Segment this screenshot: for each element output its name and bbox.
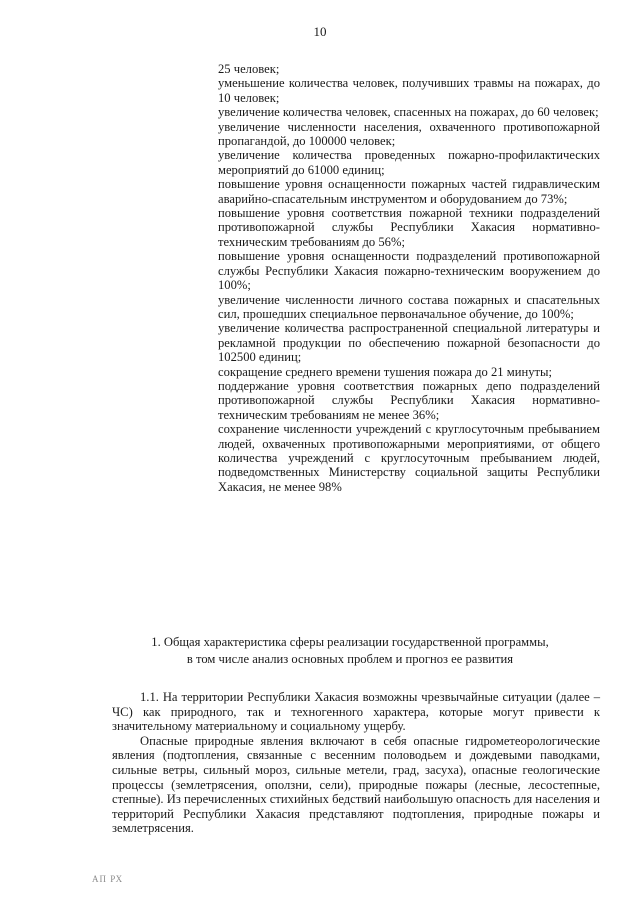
body-paragraph: Опасные природные явления включают в себя опасные гидрометеорологические явления (подтопления, связанные с весенним половодьем и дождевыми паводками, сильные ветры, сильный мороз, сильные метели, град, засуха), опасные геологические процессы (землетрясения, оползни, сели), природные пожары (лесные, лесостепные, степные). Из перечисленных стихийных бедствий наибольшую опасность для населения и территорий Республики Хакасия представляют подтопления, природные пожары и землетрясения. <box>112 733 600 836</box>
list-item: 25 человек; <box>218 62 280 76</box>
list-item: уменьшение количества человек, получивших травмы на пожарах, до 10 человек; <box>218 76 600 105</box>
list-item: увеличение количества человек, спасенных на пожарах, до 60 человек; <box>218 105 599 120</box>
section-heading <box>100 634 600 668</box>
target-indicators-list <box>218 62 600 494</box>
list-item: увеличение количества проведенных пожарно-профилактических мероприятий до 61000 единиц; <box>218 148 600 177</box>
page-number: 10 <box>313 24 327 39</box>
list-item: увеличение численности населения, охваченного противопожарной пропагандой, до 100000 человек; <box>218 119 600 149</box>
body-paragraph: 1.1. На территории Республики Хакасия возможны чрезвычайные ситуации (далее – ЧС) как природного, так и техногенного характера, которые могут привести к значительному материальному и социальному ущербу. <box>112 690 600 734</box>
list-item: повышение уровня оснащенности подразделений противопожарной службы Республики Хакасия пожарно-техническим вооружением до 100%; <box>218 249 600 293</box>
list-item: повышение уровня оснащенности пожарных частей гидравлическим аварийно-спасательным инструментом и оборудованием до 73%; <box>218 177 600 206</box>
list-item: сохранение численности учреждений с круглосуточным пребыванием людей, охваченных противопожарными мероприятиями, от общего количества учреждений с круглосуточным пребыванием людей, подведомственных Министерству социальной защиты Республики Хакасия, не менее 98% <box>218 422 600 494</box>
footer-registration-mark: АП РХ <box>92 874 124 884</box>
section-body <box>112 690 600 836</box>
list-item: увеличение численности личного состава пожарных и спасательных сил, прошедших специальное первоначальное обучение, до 100%; <box>218 292 600 321</box>
list-item: повышение уровня соответствия пожарной техники подразделений противопожарной службы Республики Хакасия нормативно-техническим требованиям до 56%; <box>218 206 600 249</box>
list-item: сокращение среднего времени тушения пожара до 21 минуты; <box>218 364 552 379</box>
list-item: поддержание уровня соответствия пожарных депо подразделений противопожарной службы Республики Хакасия нормативно-техническим требованиям не менее 36%; <box>218 378 600 422</box>
list-item: увеличение количества распространенной специальной литературы и рекламной продукции по обеспечению пожарной безопасности до 102500 единиц; <box>218 321 600 365</box>
section-heading-line-2: в том числе анализ основных проблем и прогноз ее развития <box>186 652 514 666</box>
section-heading-line-1: 1. Общая характеристика сферы реализации государственной программы, <box>151 635 549 649</box>
